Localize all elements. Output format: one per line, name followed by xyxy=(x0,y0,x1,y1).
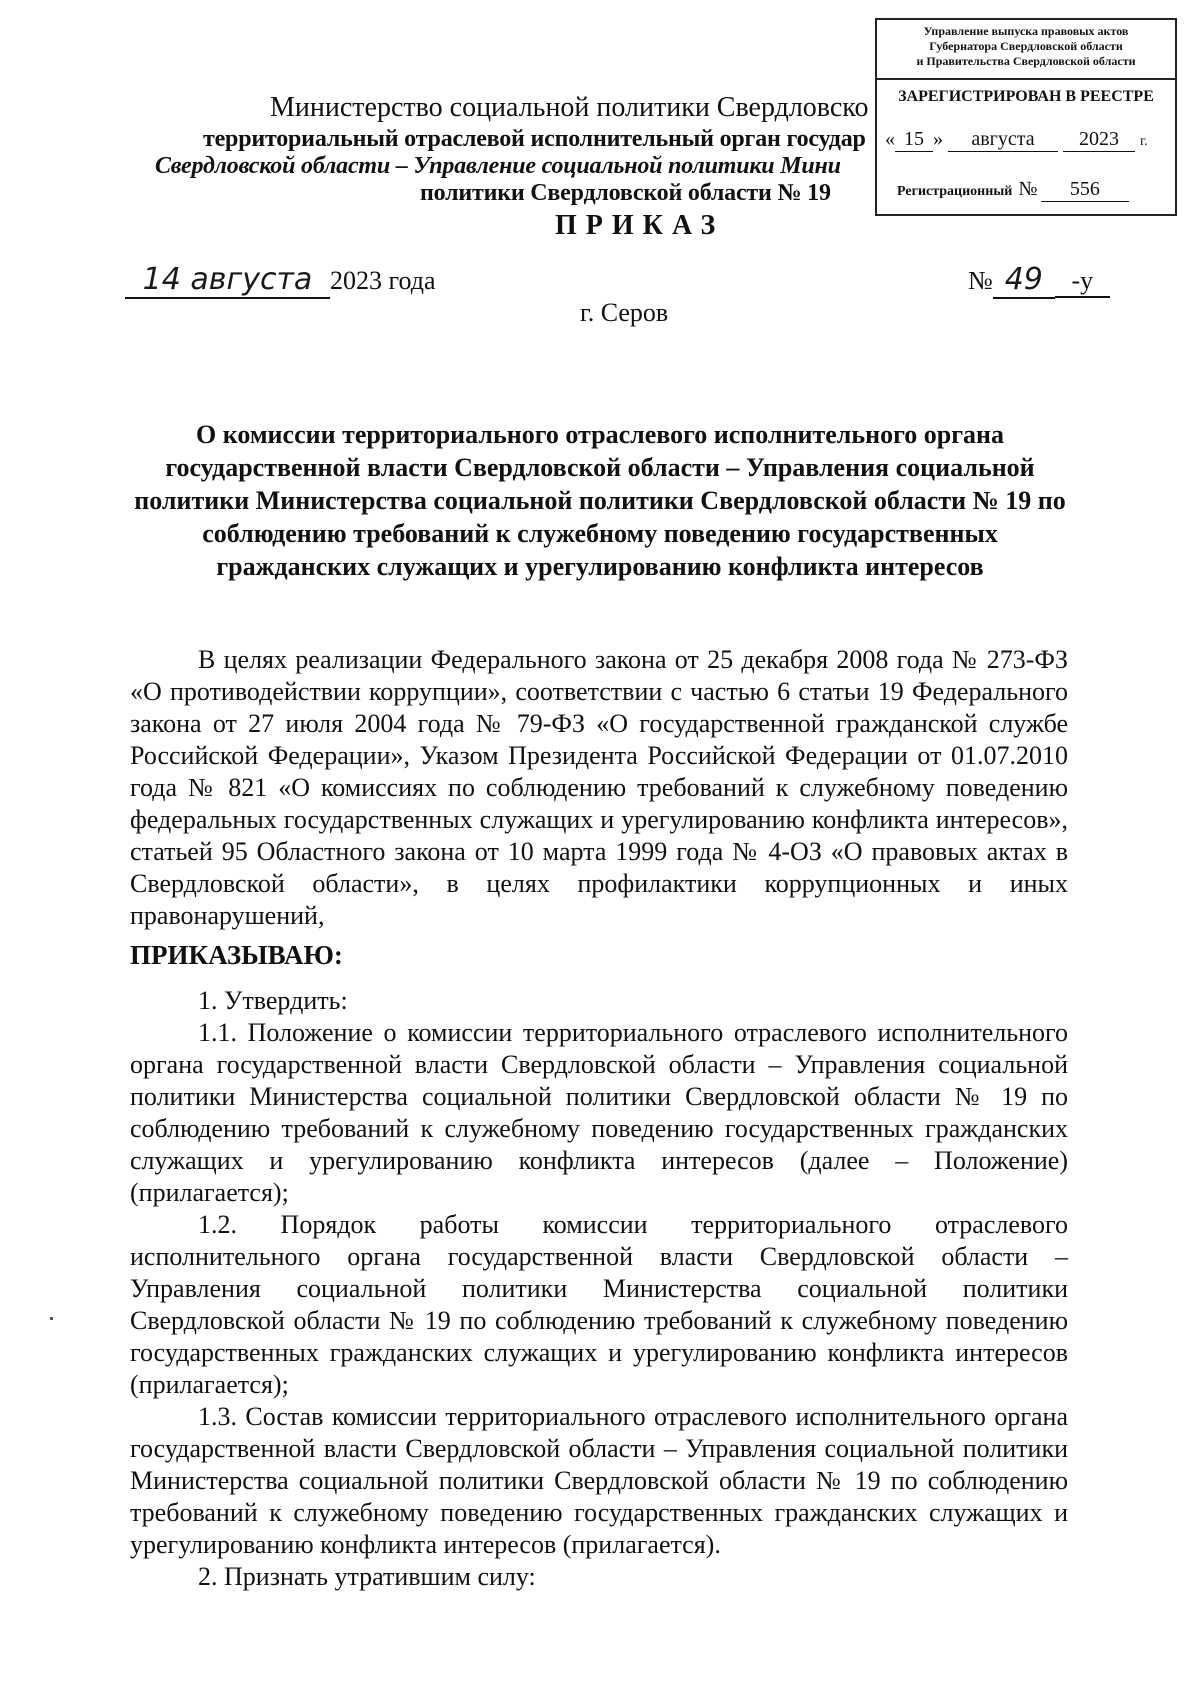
preamble-paragraph: В целях реализации Федерального закона от 25 декабря 2008 года № 273-ФЗ «О противодействии коррупции», соответствии с частью 6 статьи 19 Федерального закона от 27 июля 2004 года № 79-ФЗ «О государственной гражданской службе Российской Федерации», Указом Президента Российской Федерации от 01.07.2010 года № 821 «О комиссиях по соблюдению требований к служебному поведению федеральных государственных служащих и урегулированию конфликта интересов», статьей 95 Областного закона от 10 марта 1999 года № 4-ОЗ «О правовых актах в Свердловской области», в целях профилактики коррупционных и иных правонарушений, xyxy=(130,645,1068,930)
registry-stamp xyxy=(875,18,1177,216)
order-number-suffix: -у xyxy=(1055,266,1110,298)
item-1-3: 1.3. Состав комиссии территориального отраслевого исполнительного органа государственной власти Свердловской области – Управления социальной политики Министерства социальной политики Свердловской области № 19 по соблюдению требований к служебному поведению государственных гражданских служащих и урегулированию конфликта интересов (прилагается). xyxy=(130,1402,1068,1559)
stamp-reg-label: Регистрационный xyxy=(897,184,1013,199)
org-name-line-1: территориальный отраслевой исполнительный орган государ xyxy=(203,126,866,152)
handwritten-number: 49 xyxy=(993,262,1055,299)
order-number xyxy=(968,262,1110,299)
stamp-header-line-1: Управление выпуска правовых актов xyxy=(923,24,1129,38)
scan-speck xyxy=(50,1317,53,1320)
preamble xyxy=(130,644,1068,932)
order-date xyxy=(125,262,436,299)
stamp-day: 15 xyxy=(895,128,933,152)
stamp-open-quote: « xyxy=(885,128,895,150)
document-title: О комиссии территориального отраслевого исполнительного органа государственной власти Свердловской области – Управления социальной политики Министерства социальной политики Свердловской области № 19 по соблюдению требований к служебному поведению государственных гражданских служащих и урегулированию конфликта интересов xyxy=(134,420,1066,581)
stamp-year: 2023 xyxy=(1063,128,1135,152)
item-1-2: 1.2. Порядок работы комиссии территориального отраслевого исполнительного органа государственной власти Свердловской области – Управления социальной политики Министерства социальной политики Свердловской области № 19 по соблюдению требований к служебному поведению государственных гражданских служащих и урегулированию конфликта интересов (прилагается); xyxy=(130,1210,1068,1399)
city: г. Серов xyxy=(580,298,669,327)
stamp-reg-number xyxy=(897,178,1129,202)
item-1: 1. Утвердить: xyxy=(198,986,348,1015)
stamp-registered-label: ЗАРЕГИСТРИРОВАН В РЕЕСТРЕ xyxy=(898,88,1154,105)
org-name-line-2: Свердловской области – Управление социальной политики Мини xyxy=(155,153,841,179)
stamp-number-value: 556 xyxy=(1041,178,1129,202)
item-1-1: 1.1. Положение о комиссии территориального отраслевого исполнительного органа государственной власти Свердловской области – Управления социальной политики Министерства социальной политики Свердловской области № 19 по соблюдению требований к служебному поведению государственных гражданских служащих и урегулированию конфликта интересов (далее – Положение) (прилагается); xyxy=(130,1018,1068,1207)
stamp-date xyxy=(885,128,1171,152)
order-word: ПРИКАЗЫВАЮ: xyxy=(130,940,343,970)
handwritten-date: 14 августа xyxy=(125,262,330,299)
ministry-name: Министерство социальной политики Свердловско xyxy=(270,92,869,123)
stamp-number-sign: № xyxy=(1018,178,1038,200)
stamp-header xyxy=(877,24,1175,80)
stamp-header-line-3: и Правительства Свердловской области xyxy=(916,54,1136,68)
org-name-line-3: политики Свердловской области № 19 xyxy=(420,180,831,206)
item-2: 2. Признать утратившим силу: xyxy=(198,1562,536,1591)
stamp-header-line-2: Губернатора Свердловской области xyxy=(929,39,1123,53)
stamp-year-suffix: г. xyxy=(1140,134,1148,149)
stamp-month: августа xyxy=(948,128,1058,152)
order-items xyxy=(130,985,1068,1593)
order-number-label: № xyxy=(968,266,993,295)
stamp-close-quote: » xyxy=(933,128,943,150)
document-type: ПРИКАЗ xyxy=(555,210,725,241)
order-year: 2023 года xyxy=(330,266,436,295)
